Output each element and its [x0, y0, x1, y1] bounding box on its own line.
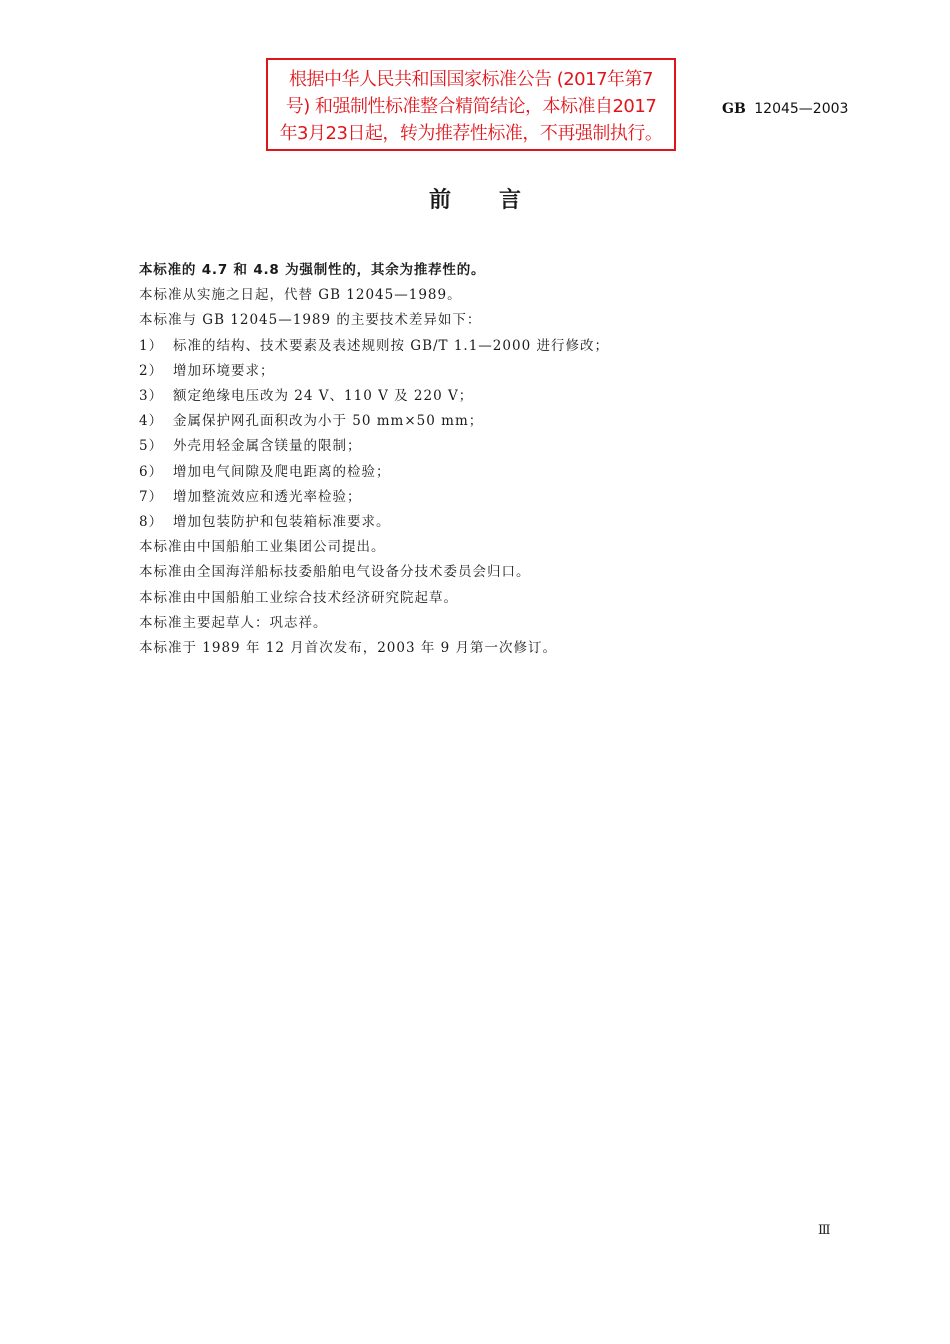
foreword-body [139, 258, 839, 661]
list-item-text: 增加包装防护和包装箱标准要求。 [173, 514, 391, 531]
list-item-number: 4） [139, 413, 164, 430]
notice-line-2: 号) 和强制性标准整合精简结论，本标准自2017 [285, 96, 657, 117]
list-item-text: 增加环境要求； [173, 362, 275, 379]
list-item-text: 增加整流效应和透光率检验； [173, 488, 362, 505]
list-item-number: 2） [139, 362, 164, 379]
list-item-number: 7） [139, 488, 164, 505]
list-item [139, 460, 839, 485]
list-item-number: 1） [139, 337, 164, 354]
list-item [139, 510, 839, 535]
list-item [139, 485, 839, 510]
drafter-statement: 本标准主要起草人：巩志祥。 [139, 614, 328, 631]
list-item [139, 409, 839, 434]
list-item [139, 384, 839, 409]
notice-line-3: 年3月23日起，转为推荐性标准，不再强制执行。 [279, 123, 663, 144]
page-title: 前言 [428, 188, 569, 213]
list-item-text: 额定绝缘电压改为 24 V、110 V 及 220 V； [173, 388, 474, 405]
list-item-text: 标准的结构、技术要素及表述规则按 GB/T 1.1—2000 进行修改； [173, 337, 609, 354]
list-item-number: 3） [139, 388, 164, 405]
list-item-text: 增加电气间隙及爬电距离的检验； [173, 463, 391, 480]
list-item-text: 金属保护网孔面积改为小于 50 mm×50 mm； [173, 413, 484, 430]
list-item-number: 6） [139, 463, 164, 480]
list-item [139, 359, 839, 384]
list-item [139, 434, 839, 459]
conversion-notice-box [266, 58, 676, 151]
standard-number: 12045—2003 [754, 101, 849, 117]
page-number: Ⅲ [818, 1223, 831, 1238]
mandatory-clause-statement: 本标准的 4.7 和 4.8 为强制性的，其余为推荐性的。 [139, 262, 486, 278]
history-statement: 本标准于 1989 年 12 月首次发布，2003 年 9 月第一次修订。 [139, 640, 558, 657]
centralized-by-statement: 本标准由全国海洋船标技委船舶电气设备分技术委员会归口。 [139, 564, 531, 581]
standard-prefix: GB [722, 101, 746, 117]
replacement-statement: 本标准从实施之日起，代替 GB 12045—1989。 [139, 287, 462, 304]
list-item-number: 8） [139, 514, 164, 531]
standard-code [722, 101, 848, 117]
proposed-by-statement: 本标准由中国船舶工业集团公司提出。 [139, 539, 386, 556]
notice-line-1: 根据中华人民共和国国家标准公告 (2017年第7 [288, 69, 653, 90]
list-item-text: 外壳用轻金属含镁量的限制； [173, 438, 362, 455]
list-item-number: 5） [139, 438, 164, 455]
list-item [139, 334, 839, 359]
drafted-by-statement: 本标准由中国船舶工业综合技术经济研究院起草。 [139, 589, 458, 606]
differences-intro: 本标准与 GB 12045—1989 的主要技术差异如下： [139, 312, 482, 329]
